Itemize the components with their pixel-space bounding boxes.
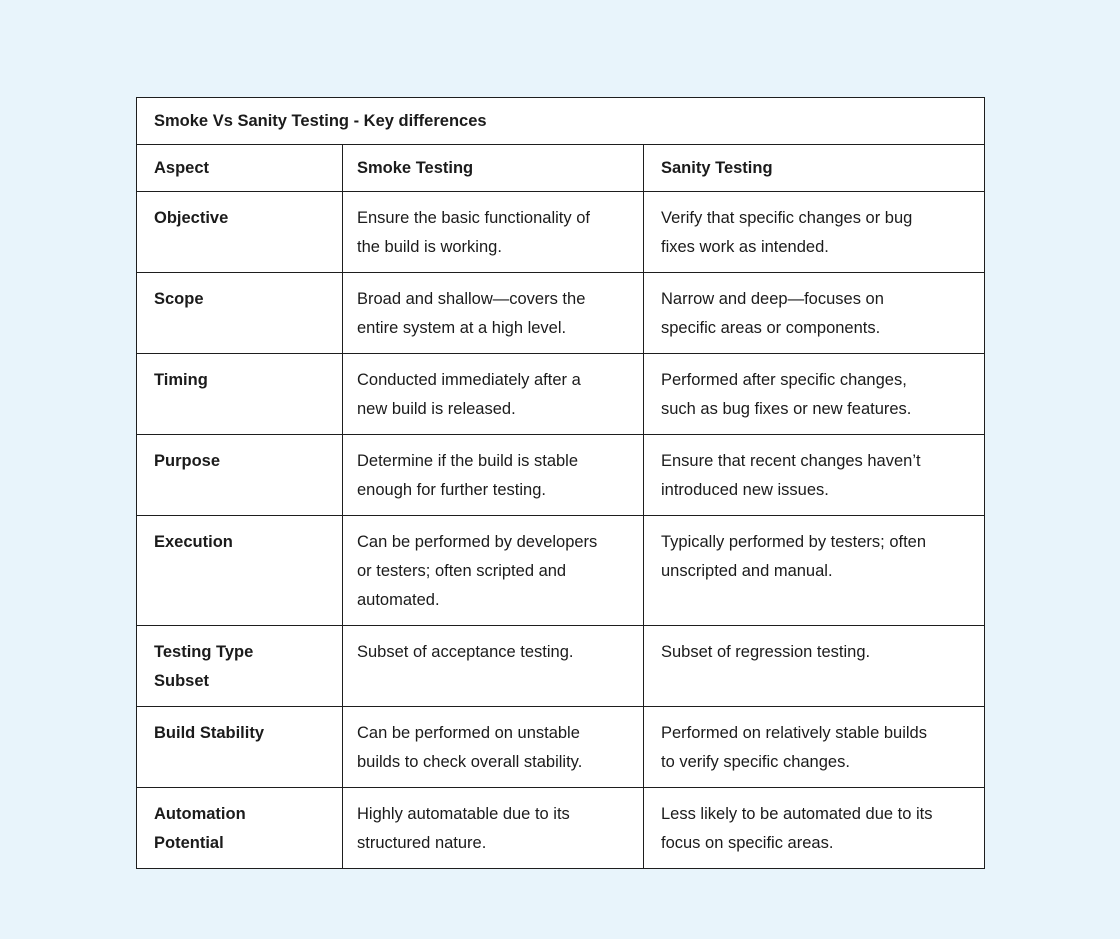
table-row	[137, 273, 985, 354]
table-row	[137, 516, 985, 626]
sanity-testing-cell: Typically performed by testers; often unscripted and manual.	[644, 516, 985, 626]
aspect-cell: Execution	[137, 516, 343, 626]
smoke-testing-cell: Can be performed by developers or testers; often scripted and automated.	[343, 516, 644, 626]
smoke-testing-cell: Highly automatable due to its structured nature.	[343, 788, 644, 869]
smoke-testing-cell: Subset of acceptance testing.	[343, 626, 644, 707]
smoke-testing-cell: Ensure the basic functionality of the build is working.	[343, 192, 644, 273]
table-title-row	[137, 98, 985, 145]
sanity-testing-cell: Narrow and deep—focuses on specific areas or components.	[644, 273, 985, 354]
smoke-testing-cell: Determine if the build is stable enough for further testing.	[343, 435, 644, 516]
comparison-table	[136, 97, 985, 869]
column-header-smoke-testing: Smoke Testing	[343, 145, 644, 192]
aspect-cell: Automation Potential	[137, 788, 343, 869]
aspect-cell: Timing	[137, 354, 343, 435]
sanity-testing-cell: Performed after specific changes, such as bug fixes or new features.	[644, 354, 985, 435]
sanity-testing-cell: Subset of regression testing.	[644, 626, 985, 707]
table-title: Smoke Vs Sanity Testing - Key differences	[137, 98, 985, 145]
column-header-aspect: Aspect	[137, 145, 343, 192]
sanity-testing-cell: Less likely to be automated due to its focus on specific areas.	[644, 788, 985, 869]
table-row	[137, 707, 985, 788]
table-row	[137, 626, 985, 707]
smoke-testing-cell: Broad and shallow—covers the entire system at a high level.	[343, 273, 644, 354]
aspect-cell: Scope	[137, 273, 343, 354]
comparison-table-container	[136, 97, 985, 869]
column-header-sanity-testing: Sanity Testing	[644, 145, 985, 192]
aspect-cell: Purpose	[137, 435, 343, 516]
sanity-testing-cell: Ensure that recent changes haven’t introduced new issues.	[644, 435, 985, 516]
table-header-row	[137, 145, 985, 192]
aspect-cell: Build Stability	[137, 707, 343, 788]
table-row	[137, 788, 985, 869]
table-row	[137, 354, 985, 435]
table-row	[137, 192, 985, 273]
sanity-testing-cell: Performed on relatively stable builds to verify specific changes.	[644, 707, 985, 788]
smoke-testing-cell: Conducted immediately after a new build is released.	[343, 354, 644, 435]
table-row	[137, 435, 985, 516]
aspect-cell: Testing Type Subset	[137, 626, 343, 707]
sanity-testing-cell: Verify that specific changes or bug fixes work as intended.	[644, 192, 985, 273]
smoke-testing-cell: Can be performed on unstable builds to check overall stability.	[343, 707, 644, 788]
aspect-cell: Objective	[137, 192, 343, 273]
